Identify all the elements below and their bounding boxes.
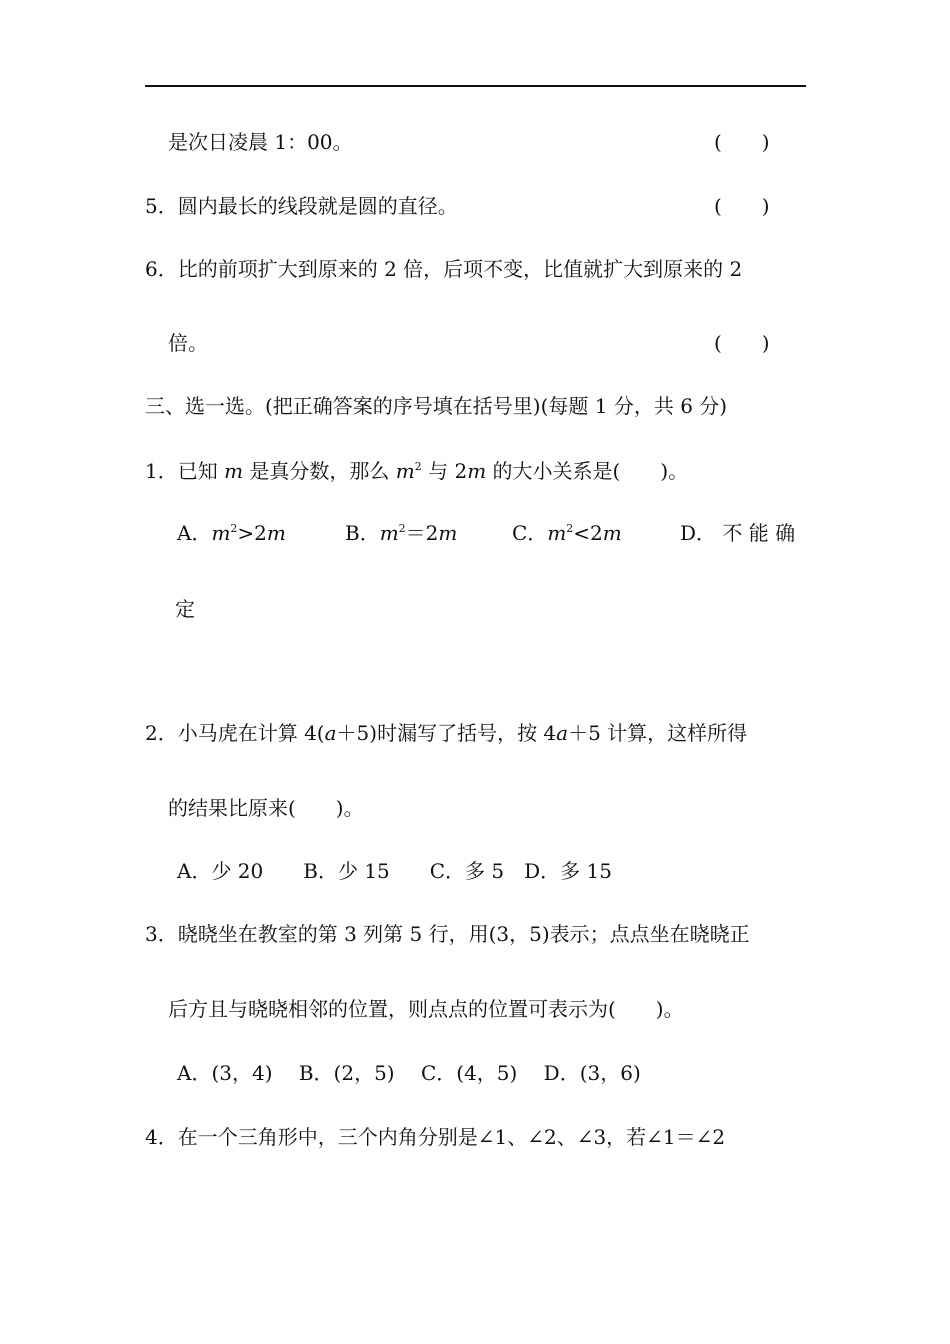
section3-heading: 三、选一选。(把正确答案的序号填在括号里)(每题 1 分，共 6 分) xyxy=(145,394,728,418)
q6-text-line1: 6．比的前项扩大到原来的 2 倍，后项不变，比值就扩大到原来的 2 xyxy=(145,257,743,281)
mc-q1-text: 1．已知 m 是真分数，那么 $m^2$ 与 2m 的大小关系是( )。 xyxy=(145,459,689,483)
mc-q1-option-a: A．$m^2>2m$ xyxy=(177,521,286,545)
mc-q4-text-line1: 4．在一个三角形中，三个内角分别是∠1、∠2、∠3，若∠1＝∠2 xyxy=(145,1125,726,1149)
mc-q2-text-line2: 的结果比原来( )。 xyxy=(168,796,364,820)
mc-q3-text-line2: 后方且与晓晓相邻的位置，则点点的位置可表示为( )。 xyxy=(168,997,684,1021)
mc-q1-option-c: C．$m^2<2m$ xyxy=(512,521,622,545)
header-rule xyxy=(145,85,806,87)
mc-q2-text-line1: 2．小马虎在计算 4(a＋5)时漏写了括号，按 4a＋5 计算，这样所得 xyxy=(145,721,748,745)
mc-q1-option-d-cont: 定 xyxy=(175,597,195,621)
q5-text: 5．圆内最长的线段就是圆的直径。 xyxy=(145,194,458,218)
answer-blank: ( ) xyxy=(714,194,770,218)
mc-q3-options: A．(3，4) B．(2，5) C．(4，5) D．(3，6) xyxy=(177,1061,641,1085)
answer-blank: ( ) xyxy=(714,130,770,154)
mc-q3-text-line1: 3．晓晓坐在教室的第 3 列第 5 行，用(3，5)表示；点点坐在晓晓正 xyxy=(145,922,750,946)
mc-q2-options: A．少 20 B．少 15 C．多 5 D．多 15 xyxy=(177,859,612,883)
mc-q1-option-d: D． 不 能 确 xyxy=(680,521,796,545)
mc-q1-option-b: B．$m^2=2m$ xyxy=(345,521,458,545)
q6-text-line2: 倍。 xyxy=(168,331,208,355)
answer-blank: ( ) xyxy=(714,331,770,355)
q4-continuation: 是次日凌晨 1：00。 xyxy=(168,130,353,154)
